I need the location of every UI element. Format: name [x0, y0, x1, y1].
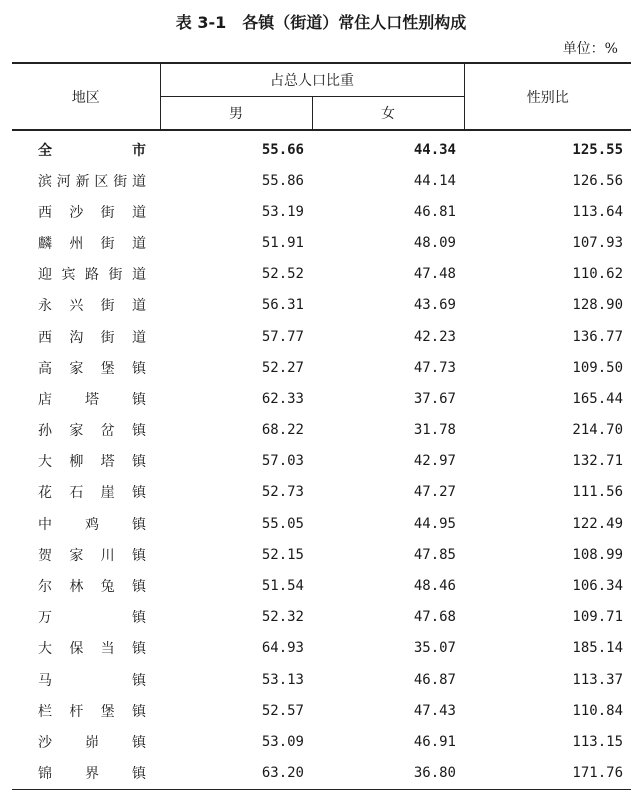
- sex-ratio-cell: 109.50: [572, 359, 623, 376]
- male-cell: 52.73: [261, 484, 304, 501]
- region-label: 马镇: [38, 672, 146, 689]
- region-cell: [12, 290, 160, 321]
- female-cell: 31.78: [413, 422, 456, 439]
- male-cell: 55.86: [261, 172, 304, 189]
- table-title: 表 3-1 各镇（街道）常住人口性别构成: [175, 13, 467, 32]
- region-label: 孙家岔镇: [38, 423, 146, 440]
- region-cell: [12, 602, 160, 633]
- female-cell: 44.34: [413, 142, 456, 158]
- male-cell: 51.54: [261, 578, 304, 595]
- region-cell: [12, 415, 160, 446]
- table-row: [12, 477, 631, 508]
- region-cell: [12, 227, 160, 258]
- region-label: 西沟街道: [38, 329, 146, 346]
- table-row: [12, 695, 631, 726]
- male-cell: 56.31: [261, 297, 304, 314]
- region-cell: [12, 321, 160, 352]
- table-row: [12, 196, 631, 227]
- male-cell: 52.15: [261, 546, 304, 563]
- male-cell: 52.57: [261, 702, 304, 719]
- region-cell: [12, 664, 160, 695]
- sex-ratio-cell: 108.99: [572, 546, 623, 563]
- region-cell: [12, 352, 160, 383]
- table-row: [12, 602, 631, 633]
- female-cell: 46.81: [413, 203, 456, 220]
- female-cell: 48.09: [413, 234, 456, 251]
- table-row: [12, 321, 631, 352]
- sex-ratio-cell: 185.14: [572, 640, 623, 657]
- male-cell: 64.93: [261, 640, 304, 657]
- region-cell: [12, 446, 160, 477]
- header-female: 女: [312, 97, 464, 131]
- male-cell: 62.33: [261, 390, 304, 407]
- region-label: 高家堡镇: [38, 360, 146, 377]
- region-label: 永兴街道: [38, 298, 146, 315]
- region-cell: [12, 165, 160, 196]
- region-label: 迎宾路街道: [38, 267, 146, 284]
- table-row: [12, 633, 631, 664]
- region-cell: [12, 130, 160, 165]
- male-cell: 57.77: [261, 328, 304, 345]
- sex-ratio-cell: 113.15: [572, 733, 623, 750]
- table-row: [12, 227, 631, 258]
- male-cell: 53.09: [261, 733, 304, 750]
- female-cell: 46.87: [413, 671, 456, 688]
- male-cell: 57.03: [261, 453, 304, 470]
- female-cell: 36.80: [312, 758, 464, 790]
- region-label: 栏杆堡镇: [38, 703, 146, 720]
- table-row: [12, 352, 631, 383]
- sex-ratio-cell: 132.71: [572, 453, 623, 470]
- table-row: [12, 508, 631, 539]
- region-label: 锦界镇: [38, 766, 146, 783]
- male-cell: 63.20: [160, 758, 312, 790]
- table-row: [12, 383, 631, 414]
- sex-ratio-cell: 109.71: [572, 609, 623, 626]
- sex-ratio-cell: 165.44: [572, 390, 623, 407]
- region-cell: [12, 633, 160, 664]
- female-cell: 42.23: [413, 328, 456, 345]
- region-cell: [12, 508, 160, 539]
- region-cell: [12, 196, 160, 227]
- header-region: 地区: [12, 63, 160, 130]
- female-cell: 47.27: [413, 484, 456, 501]
- region-label: 麟州街道: [38, 235, 146, 252]
- female-cell: 47.48: [413, 266, 456, 283]
- header-sex-ratio: 性别比: [464, 63, 631, 130]
- male-cell: 53.19: [261, 203, 304, 220]
- table-row: [12, 165, 631, 196]
- table-row: [12, 446, 631, 477]
- region-cell: [12, 383, 160, 414]
- sex-ratio-cell: 126.56: [572, 172, 623, 189]
- region-cell: [12, 477, 160, 508]
- region-label: 万镇: [38, 610, 146, 627]
- female-cell: 46.91: [413, 733, 456, 750]
- table-row: [12, 664, 631, 695]
- table-row: [12, 539, 631, 570]
- table-row: [12, 290, 631, 321]
- region-label: 中鸡镇: [38, 516, 146, 533]
- male-cell: 55.05: [261, 515, 304, 532]
- sex-ratio-cell: 107.93: [572, 234, 623, 251]
- population-sex-table: [12, 62, 631, 790]
- male-cell: 68.22: [261, 422, 304, 439]
- region-cell: [12, 539, 160, 570]
- table-row: [12, 758, 631, 790]
- region-cell: [12, 726, 160, 757]
- table-row: [12, 415, 631, 446]
- female-cell: 47.73: [413, 359, 456, 376]
- table-row: [12, 259, 631, 290]
- male-cell: 52.32: [261, 609, 304, 626]
- region-label: 大保当镇: [38, 641, 146, 658]
- region-cell: [12, 758, 160, 790]
- sex-ratio-cell: 110.84: [572, 702, 623, 719]
- sex-ratio-cell: 113.64: [572, 203, 623, 220]
- sex-ratio-cell: 106.34: [572, 578, 623, 595]
- sex-ratio-cell: 125.55: [572, 142, 623, 158]
- table-row-total: [12, 130, 631, 165]
- region-label: 沙峁镇: [38, 734, 146, 751]
- male-cell: 51.91: [261, 234, 304, 251]
- sex-ratio-cell: 111.56: [572, 484, 623, 501]
- male-cell: 53.13: [261, 671, 304, 688]
- sex-ratio-cell: 113.37: [572, 671, 623, 688]
- female-cell: 43.69: [413, 297, 456, 314]
- region-cell: [12, 570, 160, 601]
- sex-ratio-cell: 136.77: [572, 328, 623, 345]
- table-body: [12, 130, 631, 789]
- female-cell: 48.46: [413, 578, 456, 595]
- region-label: 尔林兔镇: [38, 579, 146, 596]
- region-label: 全 市: [38, 143, 146, 159]
- male-cell: 52.27: [261, 359, 304, 376]
- region-label: 西沙街道: [38, 204, 146, 221]
- unit-label: 单位：%: [562, 41, 618, 57]
- male-cell: 55.66: [261, 142, 304, 158]
- sex-ratio-cell: 110.62: [572, 266, 623, 283]
- female-cell: 47.68: [413, 609, 456, 626]
- header-male: 男: [160, 97, 312, 131]
- region-label: 滨河新区街道: [38, 173, 146, 190]
- sex-ratio-cell: 214.70: [572, 422, 623, 439]
- female-cell: 44.14: [413, 172, 456, 189]
- table-row: [12, 570, 631, 601]
- region-cell: [12, 695, 160, 726]
- sex-ratio-cell: 128.90: [572, 297, 623, 314]
- female-cell: 47.85: [413, 546, 456, 563]
- header-share-group: 占总人口比重: [160, 63, 464, 97]
- table-row: [12, 726, 631, 757]
- female-cell: 42.97: [413, 453, 456, 470]
- region-label: 贺家川镇: [38, 547, 146, 564]
- female-cell: 35.07: [413, 640, 456, 657]
- region-cell: [12, 259, 160, 290]
- sex-ratio-cell: 171.76: [464, 758, 631, 790]
- female-cell: 37.67: [413, 390, 456, 407]
- region-label: 大柳塔镇: [38, 454, 146, 471]
- male-cell: 52.52: [261, 266, 304, 283]
- female-cell: 47.43: [413, 702, 456, 719]
- region-label: 花石崖镇: [38, 485, 146, 502]
- sex-ratio-cell: 122.49: [572, 515, 623, 532]
- region-label: 店塔镇: [38, 391, 146, 408]
- female-cell: 44.95: [413, 515, 456, 532]
